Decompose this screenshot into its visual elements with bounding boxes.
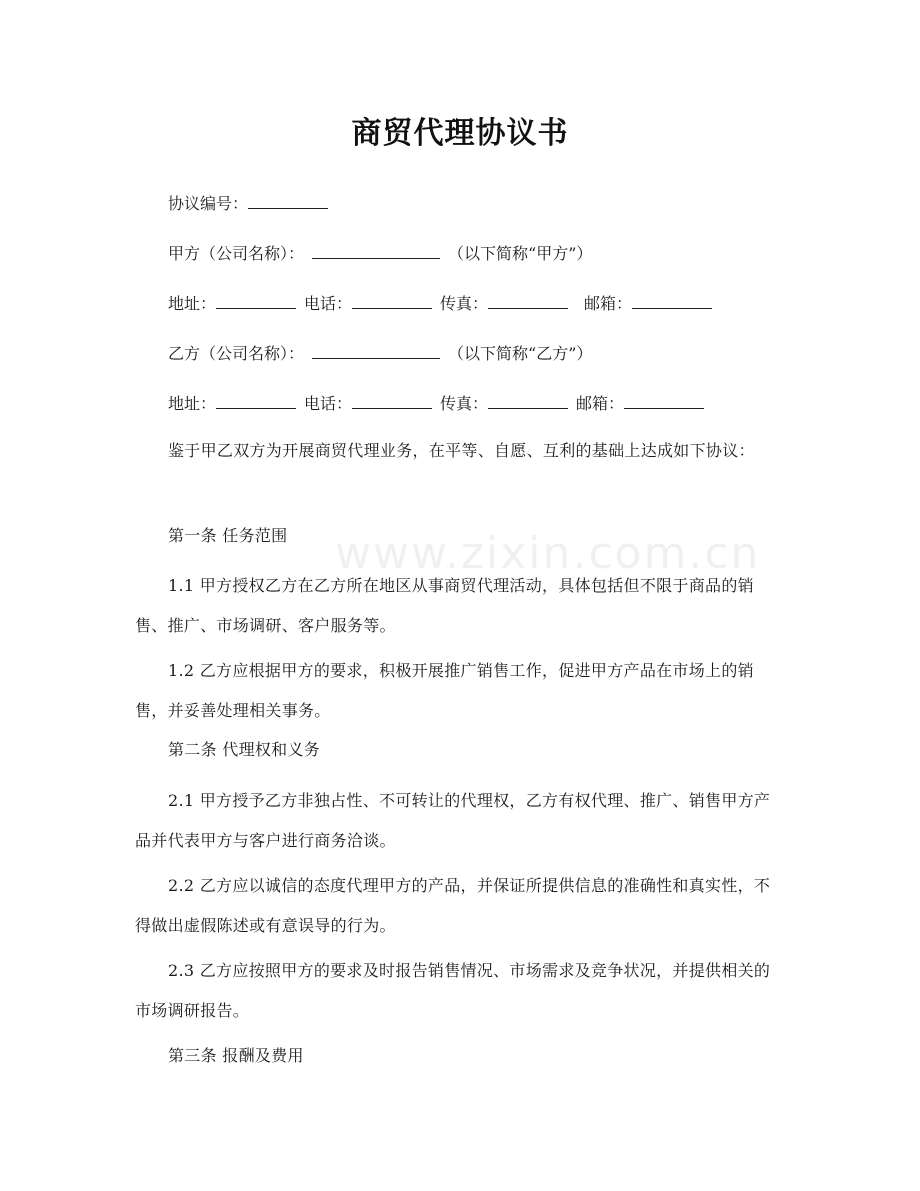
- article-3-heading: 第三条 报酬及费用: [168, 1046, 304, 1065]
- party-a-phone-label: 电话：: [304, 294, 353, 313]
- article-2-clause-3: 2.3 乙方应按照甲方的要求及时报告销售情况、市场需求及竞争状况，并提供相关的市场调研报告。: [135, 961, 771, 1020]
- party-a-phone-blank: [352, 291, 432, 309]
- party-a-fax-label: 传真：: [440, 294, 489, 313]
- agreement-number-blank: [248, 191, 328, 209]
- preamble-paragraph: 鉴于甲乙双方为开展商贸代理业务，在平等、自愿、互利的基础上达成如下协议：: [168, 441, 755, 460]
- party-a-address-blank: [216, 291, 296, 309]
- article-2-heading: 第二条 代理权和义务: [168, 740, 321, 759]
- party-a-label: 甲方（公司名称）：: [168, 244, 305, 263]
- party-a-email-blank: [632, 291, 712, 309]
- party-a-email-label: 邮箱：: [584, 294, 633, 313]
- party-b-suffix: （以下简称“乙方”）: [448, 344, 593, 363]
- article-1-clause-2: 1.2 乙方应根据甲方的要求，积极开展推广销售工作，促进甲方产品在市场上的销售，并妥善处理相关事务。: [135, 661, 754, 720]
- party-b-label: 乙方（公司名称）：: [168, 344, 305, 363]
- party-b-line: [168, 341, 592, 365]
- party-b-phone-blank: [352, 391, 432, 409]
- document-title: 商贸代理协议书: [351, 116, 569, 151]
- watermark: www.zixin.com.cn: [335, 528, 761, 579]
- article-2-clause-1: 2.1 甲方授予乙方非独占性、不可转让的代理权，乙方有权代理、推广、销售甲方产品并代表甲方与客户进行商务洽谈。: [135, 791, 771, 850]
- party-a-contact-line: [168, 291, 712, 315]
- party-b-address-blank: [216, 391, 296, 409]
- party-b-phone-label: 电话：: [304, 394, 353, 413]
- party-b-fax-blank: [488, 391, 568, 409]
- agreement-number-line: [168, 191, 328, 215]
- party-a-name-blank: [312, 241, 440, 259]
- party-a-suffix: （以下简称“甲方”）: [448, 244, 593, 263]
- party-a-address-label: 地址：: [168, 294, 217, 313]
- article-1-heading: 第一条 任务范围: [168, 526, 288, 545]
- article-2-clause-2: 2.2 乙方应以诚信的态度代理甲方的产品，并保证所提供信息的准确性和真实性，不得做出虚假陈述或有意误导的行为。: [135, 876, 771, 935]
- agreement-number-label: 协议编号：: [168, 194, 249, 213]
- party-b-fax-label: 传真：: [440, 394, 489, 413]
- party-a-line: [168, 241, 592, 265]
- party-b-address-label: 地址：: [168, 394, 217, 413]
- party-b-email-label: 邮箱：: [576, 394, 625, 413]
- party-a-fax-blank: [488, 291, 568, 309]
- party-b-name-blank: [312, 341, 440, 359]
- article-1-clause-1: 1.1 甲方授权乙方在乙方所在地区从事商贸代理活动，具体包括但不限于商品的销售、推广、市场调研、客户服务等。: [135, 576, 754, 635]
- party-b-contact-line: [168, 391, 704, 415]
- party-b-email-blank: [624, 391, 704, 409]
